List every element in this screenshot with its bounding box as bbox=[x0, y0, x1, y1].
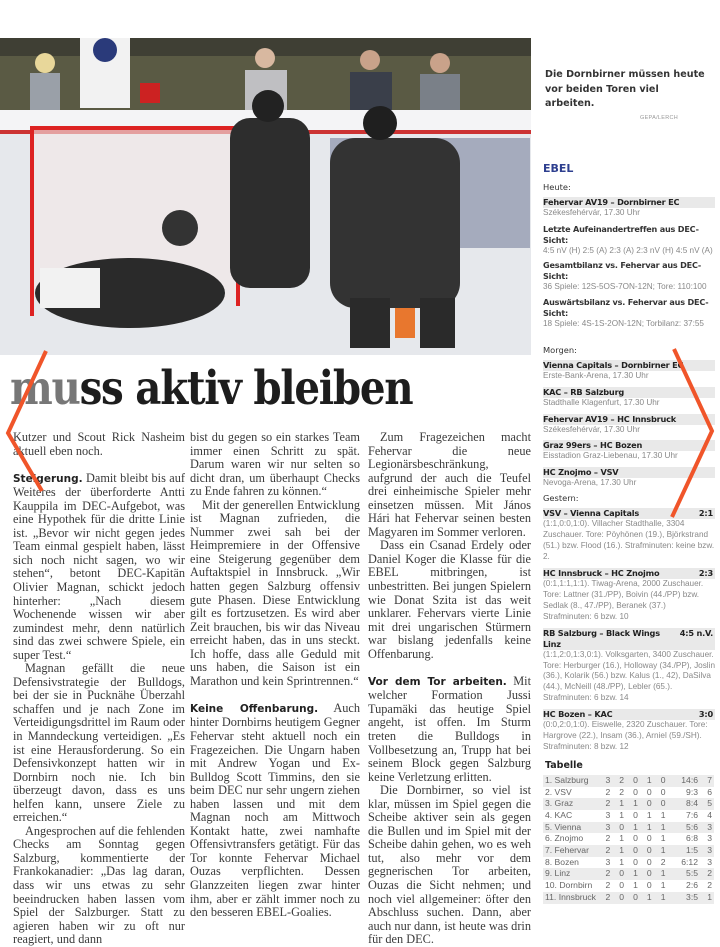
ot-wins: 0 bbox=[633, 833, 638, 844]
game-teams: Vienna Capitals – Dornbirner EC bbox=[543, 360, 684, 371]
ot-losses: 1 bbox=[646, 774, 652, 785]
games: 2 bbox=[605, 833, 611, 844]
result-header bbox=[543, 568, 715, 579]
result-teams: RB Salzburg – Black Wings Linz bbox=[543, 627, 660, 649]
games: 3 bbox=[605, 809, 611, 820]
article-paragraph bbox=[13, 825, 185, 947]
points: 7 bbox=[707, 774, 712, 785]
article-paragraph bbox=[190, 499, 360, 689]
points: 4 bbox=[707, 809, 712, 820]
game-venue: Eisstadion Graz-Liebenau, 17.30 Uhr bbox=[543, 451, 678, 461]
photo-caption: Die Dornbirner müssen heute vor beiden Toren viel arbeiten. bbox=[545, 69, 705, 109]
wins: 0 bbox=[619, 891, 625, 902]
standings-row bbox=[543, 845, 714, 857]
game-venue: Nevoga-Arena, 17.30 Uhr bbox=[543, 477, 637, 487]
game-teams: Fehervar AV19 – HC Innsbruck bbox=[543, 413, 677, 424]
wins: 1 bbox=[619, 809, 625, 820]
wins: 2 bbox=[619, 786, 625, 797]
games: 2 bbox=[605, 880, 611, 891]
losses: 1 bbox=[660, 821, 666, 832]
games: 2 bbox=[605, 868, 611, 879]
result-teams: HC Innsbruck – HC Znojmo bbox=[543, 567, 660, 578]
games: 3 bbox=[605, 774, 611, 785]
photo-caption-box bbox=[545, 68, 705, 122]
paragraph-text: Dass ein Csanad Erdely oder Daniel Koger die Klasse für die EBEL mitbringen, ist unbestritten. Bei jungen Spielern wie Donat Szita ist das weit unklarer. Fehervars vierte Linie mit drei ungarischen Stürmern war bislang jedenfalls keine Offenbarung. bbox=[368, 538, 531, 661]
headline-faded-part: mu bbox=[10, 361, 80, 416]
ot-wins: 1 bbox=[633, 798, 638, 809]
result-score: 3:0 bbox=[698, 709, 713, 720]
losses: 1 bbox=[660, 891, 666, 902]
today-label: Heute: bbox=[543, 182, 571, 192]
paragraph-lead: Vor dem Tor arbeiten. bbox=[368, 675, 507, 688]
chevron-right-icon[interactable] bbox=[660, 343, 720, 523]
stat-label: Auswärtsbilanz vs. Fehervar aus DEC-Sicht: bbox=[543, 296, 709, 318]
paragraph-text: Zum Fragezeichen macht Fehervar die neue Legionärsbeschränkung, aufgrund der auch die Teufel drei einheimische Spieler mehr einsetzen müssen. Mit János Hári hat Fehervar seinen besten Magyaren im Sommer verloren. bbox=[368, 430, 531, 539]
article-paragraph bbox=[368, 431, 531, 539]
standings-table bbox=[543, 775, 714, 904]
games: 2 bbox=[605, 891, 611, 902]
result-item bbox=[543, 709, 715, 753]
game-venue: Székesfehérvár, 17.30 Uhr bbox=[543, 208, 640, 217]
team-name: 3. Graz bbox=[545, 798, 574, 809]
game-teams: Fehervar AV19 – Dornbirner EC bbox=[543, 197, 680, 207]
games: 3 bbox=[605, 856, 611, 867]
losses: 1 bbox=[660, 880, 666, 891]
losses: 1 bbox=[660, 809, 666, 820]
result-details: (0:1,1:1,1:1). Tiwag-Arena, 2000 Zuschauer. Tore: Lattner (31./PP), Boivin (44./PP) bzw. Sedlak (8., 47./PP), Beranek (37.) Strafminuten: 6 bzw. 10 bbox=[543, 578, 704, 621]
team-name: 2. VSV bbox=[545, 786, 572, 797]
goals: 5:5 bbox=[686, 868, 698, 879]
ot-wins: 1 bbox=[633, 868, 638, 879]
result-header bbox=[543, 709, 715, 720]
article-paragraph bbox=[368, 784, 531, 947]
goals: 7:6 bbox=[686, 809, 698, 820]
points: 2 bbox=[707, 868, 712, 879]
games: 2 bbox=[605, 786, 611, 797]
paragraph-lead: Keine Offenbarung. bbox=[190, 702, 319, 715]
goals: 1:5 bbox=[686, 845, 698, 856]
ot-wins: 1 bbox=[633, 821, 638, 832]
ot-losses: 0 bbox=[646, 856, 652, 867]
article-paragraph bbox=[368, 539, 531, 661]
losses: 0 bbox=[660, 774, 666, 785]
goals: 9:3 bbox=[686, 786, 698, 797]
yesterday-label: Gestern: bbox=[543, 493, 579, 504]
result-teams: VSV – Vienna Capitals bbox=[543, 508, 640, 519]
ot-wins: 1 bbox=[633, 880, 638, 891]
losses: 0 bbox=[660, 798, 666, 809]
stat-label: Gesamtbilanz vs. Fehervar aus DEC-Sicht: bbox=[543, 260, 702, 282]
ot-wins: 0 bbox=[633, 845, 638, 856]
photo-credit: GEPA/LERCH bbox=[640, 114, 679, 121]
article-paragraph bbox=[190, 702, 360, 920]
games: 3 bbox=[605, 821, 611, 832]
yesterday-results bbox=[543, 508, 715, 753]
stat-value: 18 Spiele: 4S-1S-2ON-12N; Torbilanz: 37:55 bbox=[543, 318, 704, 328]
today-game bbox=[543, 197, 715, 219]
game-venue: Székesfehérvár, 17.30 Uhr bbox=[543, 424, 640, 434]
article-column-2 bbox=[190, 431, 360, 920]
result-score: 2:3 bbox=[698, 567, 713, 578]
standings-row bbox=[543, 810, 714, 822]
standings-row bbox=[543, 798, 714, 810]
wins: 1 bbox=[619, 856, 625, 867]
article-column-3 bbox=[368, 431, 531, 947]
ot-losses: 0 bbox=[646, 868, 652, 879]
game-header bbox=[543, 197, 715, 208]
losses: 1 bbox=[660, 868, 666, 879]
paragraph-text: Damit bleibt bis auf Weiteres der überforderte Antti Kauppila im DEC-Aufgebot, was eine Hypothek für die dritte Linie ist. „Bevor wir nicht gegen jedes Team einmal gespielt haben, lässt sich noch nicht sagen, wo wir stehen“, betont DEC-Kapitän Olivier Magnan, schickt jedoch hinterher: „Nach diesem Wochenende wissen wir aber zumindest mehr, denn natürlich sind das zwei schwere Spiele, ein super Test.“ bbox=[13, 470, 185, 662]
standings-row bbox=[543, 857, 714, 869]
points: 3 bbox=[707, 833, 712, 844]
ot-wins: 0 bbox=[633, 774, 638, 785]
stat-value: 36 Spiele: 12S-5OS-7ON-12N; Tore: 110:100 bbox=[543, 282, 707, 292]
team-name: 1. Salzburg bbox=[545, 774, 589, 785]
game-teams: KAC – RB Salzburg bbox=[543, 386, 625, 397]
stat-label: Letzte Aufeinandertreffen aus DEC-Sicht: bbox=[543, 223, 699, 245]
result-item bbox=[543, 568, 715, 623]
losses: 0 bbox=[660, 786, 666, 797]
standings-row bbox=[543, 868, 714, 880]
ot-losses: 1 bbox=[646, 821, 652, 832]
goals: 6:12 bbox=[681, 856, 698, 867]
goals: 6:8 bbox=[686, 833, 698, 844]
goals: 2:6 bbox=[686, 880, 698, 891]
points: 6 bbox=[707, 786, 712, 797]
result-teams: HC Bozen – KAC bbox=[543, 709, 613, 720]
standings-row bbox=[543, 787, 714, 799]
paragraph-text: Magnan gefällt die neue Defensivstrategie der Bulldogs, bei der sie in Pucknähe Überzahl schaffen und je nach Zone im Verteidigungsdrittel im Raum oder in Manndeckung verteidigen. „Es ist eine Herausforderung. So ein Defensivkonzept hatten wir in Dornbirn noch nie. Ich bin überzeugt davon, dass es uns helfen kann, unsere Ziele zu erreichen.“ bbox=[13, 661, 185, 825]
games: 2 bbox=[605, 798, 611, 809]
game-teams: HC Znojmo – VSV bbox=[543, 466, 619, 477]
losses: 1 bbox=[660, 845, 666, 856]
goals: 8:4 bbox=[686, 798, 698, 809]
paragraph-lead: Steigerung. bbox=[13, 472, 83, 485]
paragraph-text: Angesprochen auf die fehlenden Checks am Sonntag gegen Salzburg, kommentierte der Frankokanadier: „Das lag daran, dass wir uns etwas zu sehr beeindrucken haben lassen vom Spiel der Salzburger. Statt zu agieren haben wir zu oft nur reagiert, und dann bbox=[13, 823, 185, 947]
result-details: (1:1,2:0,1:3,0:1). Volksgarten, 3400 Zuschauer. Tore: Herburger (16.), Holloway (34./PP), Joslin (36.), Kolarik (56.) bzw. Kalus (1., 42), DaSilva (44.), McNeill (48./PP), Lebler (65.). Strafminuten: 6 bzw. 14 bbox=[543, 649, 716, 703]
ot-losses: 1 bbox=[646, 891, 652, 902]
losses: 2 bbox=[660, 856, 666, 867]
team-name: 5. Vienna bbox=[545, 821, 582, 832]
paragraph-text: Mit welcher Formation Jussi Tupamäki das heutige Spiel angeht, ist offen. Im Sturm treten die Bulldogs in Vollbesetzung an, Trupp hat bei seinem Block gegen Salzburg keine Verletzung erlitten. bbox=[368, 673, 531, 784]
ot-losses: 0 bbox=[646, 786, 652, 797]
article-paragraph bbox=[13, 472, 185, 663]
sidebar-title: EBEL bbox=[543, 162, 574, 175]
paragraph-text: Kutzer und Scout Rick Nasheim aktuell eben noch. bbox=[13, 430, 185, 458]
ot-losses: 0 bbox=[646, 798, 652, 809]
head-to-head-stats bbox=[543, 224, 715, 330]
headline bbox=[10, 361, 412, 417]
wins: 0 bbox=[619, 880, 625, 891]
article-paragraph bbox=[13, 662, 185, 825]
team-name: 6. Znojmo bbox=[545, 833, 584, 844]
result-score: 2:1 bbox=[698, 508, 713, 519]
team-name: 4. KAC bbox=[545, 809, 573, 820]
result-header bbox=[543, 628, 715, 650]
team-name: 11. Innsbruck bbox=[545, 891, 596, 902]
wins: 0 bbox=[619, 821, 625, 832]
paragraph-text: Die Dornbirner, so viel ist klar, müssen im Spiel gegen die Scheibe aktiver sein als gegen die Bullen und im Spiel mit der Scheibe dahin gehen, wo es weh tut, also mehr vor dem gegnerischen Tor arbeiten, Ouzas die Sicht nehmen; und noch viel allgemeiner: öfter den Abschluss suchen. Dann, aber auch nur dann, ist heute was drin für den DEC. bbox=[368, 783, 531, 947]
game-venue: Erste-Bank-Arena, 17.30 Uhr bbox=[543, 371, 649, 381]
points: 3 bbox=[707, 845, 712, 856]
games: 2 bbox=[605, 845, 611, 856]
points: 2 bbox=[707, 880, 712, 891]
team-name: 8. Bozen bbox=[545, 856, 579, 867]
wins: 1 bbox=[619, 798, 625, 809]
result-details: (0:0,2:0,1:0). Eiswelle, 2320 Zuschauer. Tore: Hargrove (22.), Insam (36.), Arniel (59./SH). Strafminuten: 8 bzw. 12 bbox=[543, 720, 708, 751]
standings-row bbox=[543, 822, 714, 834]
points: 5 bbox=[707, 798, 712, 809]
headline-text: ss aktiv bleiben bbox=[79, 361, 413, 416]
standings-row bbox=[543, 833, 714, 845]
points: 3 bbox=[707, 856, 712, 867]
ot-wins: 0 bbox=[633, 891, 638, 902]
game-teams: Graz 99ers – HC Bozen bbox=[543, 440, 643, 451]
standings-row bbox=[543, 892, 714, 904]
goals: 5:6 bbox=[686, 821, 698, 832]
standings-row bbox=[543, 775, 714, 787]
team-name: 7. Fehervar bbox=[545, 845, 589, 856]
ot-losses: 0 bbox=[646, 845, 652, 856]
paragraph-text: Mit der generellen Entwicklung ist Magnan zufrieden, die Nummer zwei sah bei der Heimpremiere in der Offensive eine Steigerung gegenüber dem Auftaktspiel in Innsbruck. „Wir hatten gegen Salzburg offensiv gute Phasen. Diese Entwicklung gilt es fortzusetzen. Es wird aber Zeit brauchen, bis wir das Niveau erreicht haben, das in uns steckt. Ich hoffe, dass alle Geduld mit uns haben, die Saison ist ein Marathon und kein Sprintrennen.“ bbox=[190, 497, 360, 688]
ot-losses: 1 bbox=[646, 809, 652, 820]
result-score: 4:5 n.V. bbox=[679, 627, 713, 638]
ebel-sidebar bbox=[543, 162, 715, 904]
standings-row bbox=[543, 880, 714, 892]
ot-wins: 0 bbox=[633, 809, 638, 820]
result-item bbox=[543, 628, 715, 705]
hockey-photo bbox=[0, 38, 531, 355]
team-name: 9. Linz bbox=[545, 868, 571, 879]
paragraph-text: bist du gegen so ein starkes Team immer einen Schritt zu spät. Darum waren wir nur selten so dicht dran, um überhaupt Checks zu Ende fahren zu können.“ bbox=[190, 430, 360, 499]
team-name: 10. Dornbirn bbox=[545, 880, 593, 891]
ot-wins: 0 bbox=[633, 786, 638, 797]
wins: 1 bbox=[619, 833, 625, 844]
paragraph-text: Auch hinter Dornbirns heutigem Gegner Fehervar steht aktuell noch ein Fragezeichen. Die Ungarn haben mit Andrew Yogan und Ex-Bulldog Scott Timmins, den sie beim DEC nur sehr ungern ziehen haben lassen und mit dem Magnan noch am Mittwoch Kontakt hatte, zwei namhafte Offensivtransfers getätigt. Für das Tor konnte Fehervar Michael Ouzas verpflichten. Dessen Glanzzeiten liegen zwar hinter ihm, aber er zählt immer noch zu den besseren EBEL-Goalies. bbox=[190, 700, 360, 920]
article-column-1 bbox=[13, 431, 185, 947]
goals: 3:5 bbox=[686, 891, 698, 902]
article-paragraph bbox=[368, 675, 531, 784]
losses: 1 bbox=[660, 833, 666, 844]
wins: 2 bbox=[619, 774, 625, 785]
standings-title: Tabelle bbox=[545, 759, 583, 771]
points: 1 bbox=[707, 891, 712, 902]
points: 3 bbox=[707, 821, 712, 832]
ot-wins: 0 bbox=[633, 856, 638, 867]
wins: 1 bbox=[619, 845, 625, 856]
ot-losses: 0 bbox=[646, 833, 652, 844]
stat-value: 4:5 nV (H) 2:5 (A) 2:3 (A) 2:3 nV (H) 4:5 nV (A) bbox=[543, 245, 713, 255]
ot-losses: 0 bbox=[646, 880, 652, 891]
wins: 0 bbox=[619, 868, 625, 879]
tomorrow-label: Morgen: bbox=[543, 345, 577, 356]
result-details: (1:1,0:0,1:0). Villacher Stadthalle, 3304 Zuschauer. Tore: Pöyhönen (19.), Björkstrand (51.) bzw. Flood (16.). Strafminuten: keine bzw. 2. bbox=[543, 519, 715, 562]
article-paragraph bbox=[190, 431, 360, 499]
chevron-left-icon[interactable] bbox=[0, 345, 60, 495]
game-venue: Stadthalle Klagenfurt, 17.30 Uhr bbox=[543, 397, 660, 407]
goals: 14:6 bbox=[681, 774, 698, 785]
